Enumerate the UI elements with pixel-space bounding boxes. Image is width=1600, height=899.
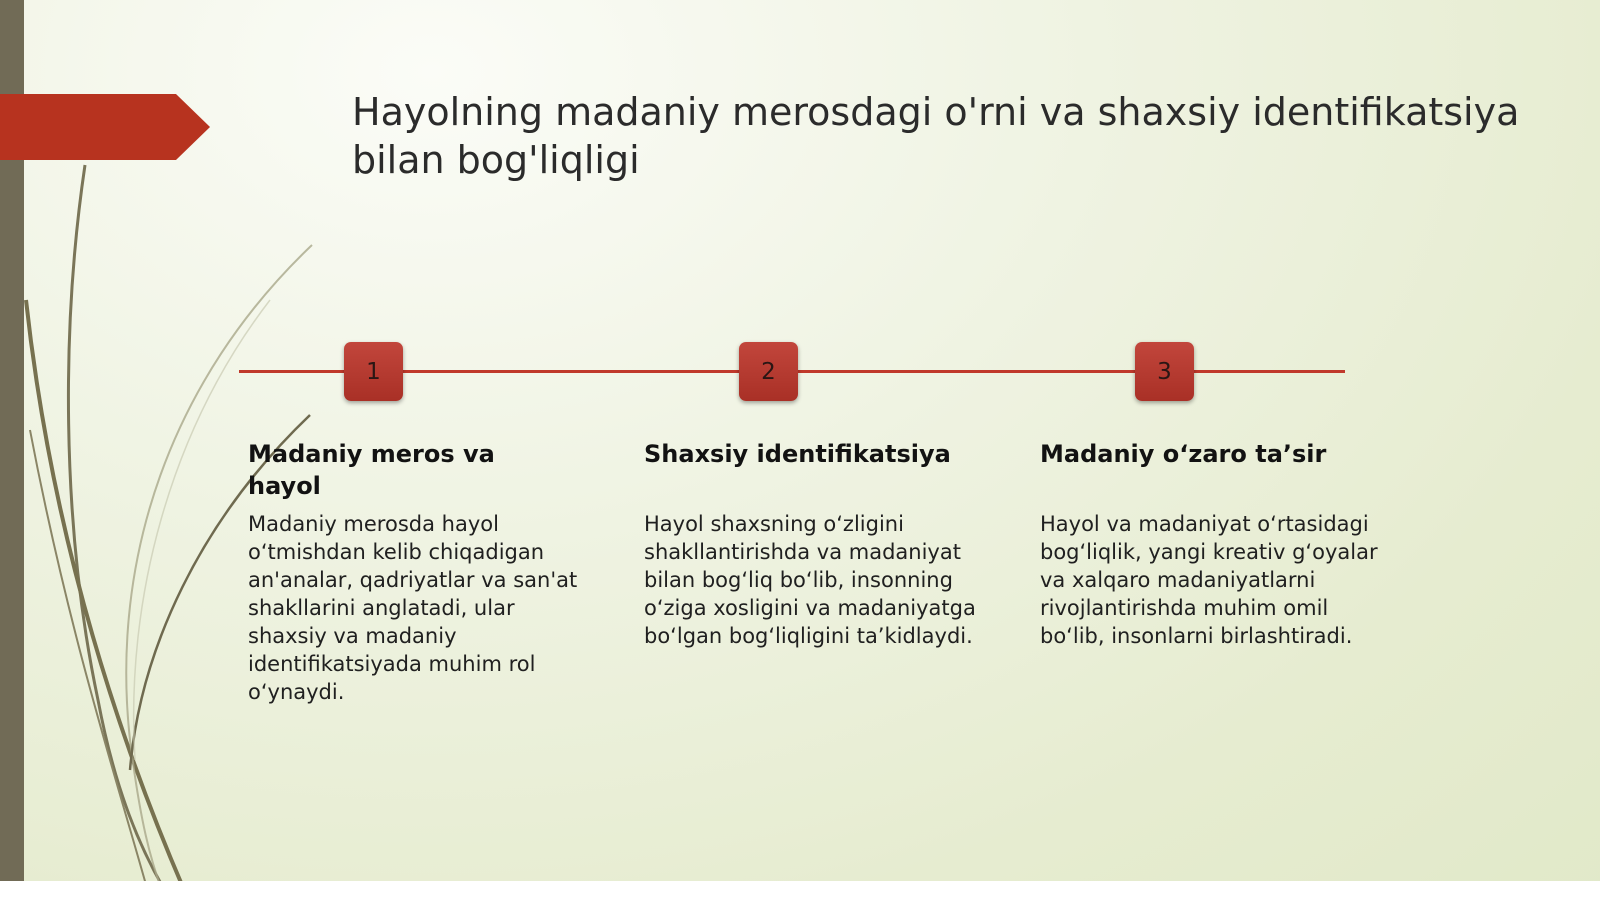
step-1-badge: 1 [344, 342, 403, 401]
step-1-column [248, 438, 593, 704]
step-1-heading: Madaniy meros va hayol [248, 440, 495, 500]
step-2-column [644, 438, 989, 648]
step-2-heading: Shaxsiy identifikatsiya [644, 440, 951, 468]
step-3-text: Hayol va madaniyat o‘rtasidagi bog‘liqlik, yangi kreativ g‘oyalar va xalqaro madaniyatlarni rivojlantirishda muhim omil bo‘lib, insonlarni birlashtiradi. [1040, 512, 1378, 648]
title-arrow-banner [0, 94, 210, 160]
step-2-badge: 2 [739, 342, 798, 401]
slide-title: Hayolning madaniy merosdagi o'rni va shaxsiy identifikatsiya bilan bog'liqligi [352, 90, 1520, 182]
step-1-text: Madaniy merosda hayol o‘tmishdan kelib chiqadigan an'analar, qadriyatlar va san'at shakllarini anglatadi, ular shaxsiy va madaniy identifikatsiyada muhim rol o‘ynaydi. [248, 512, 578, 704]
step-3-heading: Madaniy o‘zaro ta’sir [1040, 440, 1327, 468]
step-2-text: Hayol shaxsning o‘zligini shakllantirishda va madaniyat bilan bog‘liq bo‘lib, insonning o‘ziga xosligini va madaniyatga bo‘lgan bog‘liqligini ta’kidlaydi. [644, 512, 976, 648]
bottom-edge [0, 881, 1600, 899]
step-3-badge: 3 [1135, 342, 1194, 401]
step-3-column [1040, 438, 1390, 648]
